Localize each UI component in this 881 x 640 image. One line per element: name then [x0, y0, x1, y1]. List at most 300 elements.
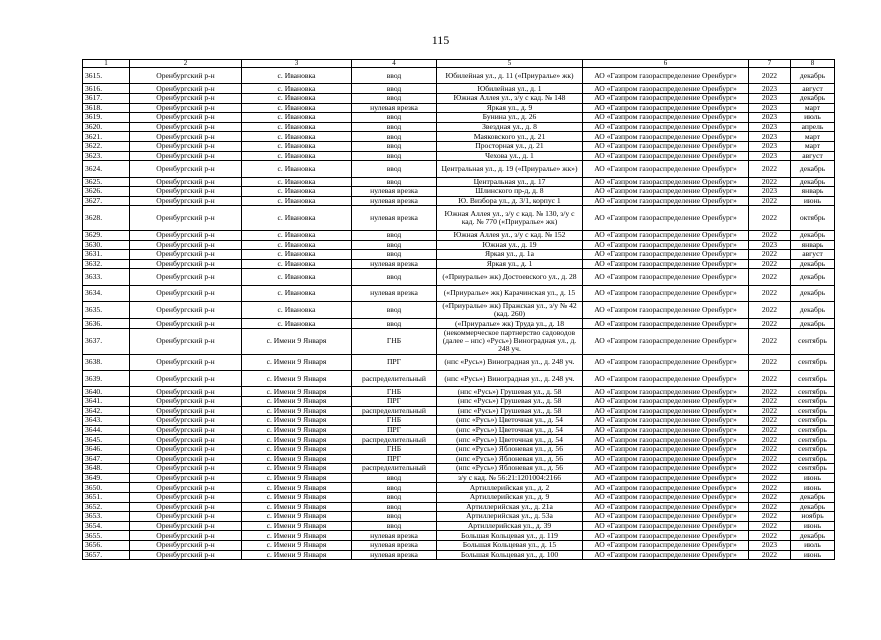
cell-address: Южная Аллея ул., з/у с кад. № 130, з/у с кад. № 770 («Приуралье» жк): [437, 206, 583, 231]
cell-organization: АО «Газпром газораспределение Оренбург»: [583, 230, 749, 240]
cell-settlement: с. Имени 9 Января: [242, 464, 352, 474]
cell-district: Оренбургский р-н: [130, 371, 242, 387]
cell-month: декабрь: [791, 492, 835, 502]
table-row: [83, 550, 835, 560]
cell-year: 2022: [749, 464, 791, 474]
cell-work-type: ввод: [352, 113, 437, 123]
cell-organization: АО «Газпром газораспределение Оренбург»: [583, 540, 749, 550]
cell-work-type: ввод: [352, 151, 437, 161]
cell-year: 2022: [749, 425, 791, 435]
cell-work-type: ввод: [352, 250, 437, 260]
cell-settlement: с. Имени 9 Января: [242, 406, 352, 416]
cell-row-number: 3620.: [83, 122, 130, 132]
cell-month: апрель: [791, 122, 835, 132]
cell-address: Чехова ул., д. 1: [437, 151, 583, 161]
cell-address: Центральная ул., д. 19 («Приуралье» жк»): [437, 161, 583, 177]
table-body: [83, 68, 835, 560]
cell-row-number: 3630.: [83, 240, 130, 250]
cell-row-number: 3642.: [83, 406, 130, 416]
cell-organization: АО «Газпром газораспределение Оренбург»: [583, 196, 749, 206]
cell-row-number: 3624.: [83, 161, 130, 177]
cell-work-type: нулевая врезка: [352, 550, 437, 560]
cell-row-number: 3638.: [83, 354, 130, 370]
cell-year: 2023: [749, 240, 791, 250]
cell-address: з/у с кад. № 56:21:1201004:2166: [437, 473, 583, 483]
cell-month: сентябрь: [791, 454, 835, 464]
cell-district: Оренбургский р-н: [130, 454, 242, 464]
cell-work-type: нулевая врезка: [352, 103, 437, 113]
cell-address: (нпс «Русь») Яблоневая ул., д. 56: [437, 464, 583, 474]
cell-organization: АО «Газпром газораспределение Оренбург»: [583, 206, 749, 231]
cell-row-number: 3653.: [83, 512, 130, 522]
cell-organization: АО «Газпром газораспределение Оренбург»: [583, 259, 749, 269]
cell-district: Оренбургский р-н: [130, 84, 242, 94]
cell-settlement: с. Ивановка: [242, 259, 352, 269]
cell-month: июнь: [791, 521, 835, 531]
table-row: [83, 492, 835, 502]
cell-organization: АО «Газпром газораспределение Оренбург»: [583, 531, 749, 541]
cell-year: 2023: [749, 93, 791, 103]
cell-month: сентябрь: [791, 329, 835, 355]
cell-year: 2023: [749, 84, 791, 94]
table-row: [83, 302, 835, 319]
cell-district: Оренбургский р-н: [130, 540, 242, 550]
cell-address: Артиллерийская ул., д. 39: [437, 521, 583, 531]
cell-settlement: с. Ивановка: [242, 285, 352, 301]
cell-month: июнь: [791, 550, 835, 560]
cell-work-type: ввод: [352, 492, 437, 502]
cell-row-number: 3649.: [83, 473, 130, 483]
cell-row-number: 3618.: [83, 103, 130, 113]
cell-district: Оренбургский р-н: [130, 302, 242, 319]
table-row: [83, 387, 835, 397]
cell-address: («Приуралье» жк) Пражская ул., з/у № 42 (кад. 260): [437, 302, 583, 319]
cell-year: 2022: [749, 512, 791, 522]
cell-district: Оренбургский р-н: [130, 259, 242, 269]
cell-month: декабрь: [791, 285, 835, 301]
cell-year: 2022: [749, 354, 791, 370]
cell-year: 2022: [749, 259, 791, 269]
cell-month: декабрь: [791, 93, 835, 103]
column-header-7: 7: [749, 60, 791, 68]
column-header-5: 5: [437, 60, 583, 68]
cell-address: (нпс «Русь») Яблоневая ул., д. 56: [437, 454, 583, 464]
cell-address: Большая Кольцевая ул., д. 100: [437, 550, 583, 560]
cell-address: (нпс «Русь») Виноградная ул., д. 248 уч.: [437, 354, 583, 370]
cell-year: 2023: [749, 540, 791, 550]
cell-row-number: 3617.: [83, 93, 130, 103]
cell-district: Оренбургский р-н: [130, 521, 242, 531]
table-row: [83, 531, 835, 541]
cell-row-number: 3646.: [83, 445, 130, 455]
cell-district: Оренбургский р-н: [130, 103, 242, 113]
cell-year: 2023: [749, 151, 791, 161]
table-row: [83, 371, 835, 387]
cell-month: декабрь: [791, 502, 835, 512]
table-row: [83, 206, 835, 231]
cell-row-number: 3621.: [83, 132, 130, 142]
cell-row-number: 3647.: [83, 454, 130, 464]
cell-address: («Приуралье» жк) Достоевского ул., д. 28: [437, 269, 583, 285]
cell-work-type: ввод: [352, 122, 437, 132]
cell-month: сентябрь: [791, 435, 835, 445]
cell-year: 2022: [749, 196, 791, 206]
cell-year: 2022: [749, 206, 791, 231]
cell-settlement: с. Имени 9 Января: [242, 502, 352, 512]
cell-settlement: с. Ивановка: [242, 122, 352, 132]
cell-district: Оренбургский р-н: [130, 196, 242, 206]
cell-settlement: с. Ивановка: [242, 93, 352, 103]
cell-address: («Приуралье» жк) Карачинская ул., д. 15: [437, 285, 583, 301]
cell-address: Яркая ул., д. 1а: [437, 250, 583, 260]
cell-work-type: нулевая врезка: [352, 285, 437, 301]
cell-settlement: с. Ивановка: [242, 84, 352, 94]
cell-district: Оренбургский р-н: [130, 354, 242, 370]
cell-work-type: нулевая врезка: [352, 196, 437, 206]
cell-row-number: 3648.: [83, 464, 130, 474]
table-row: [83, 103, 835, 113]
table-row: [83, 406, 835, 416]
cell-organization: АО «Газпром газораспределение Оренбург»: [583, 425, 749, 435]
table-row: [83, 483, 835, 493]
table-row: [83, 269, 835, 285]
cell-district: Оренбургский р-н: [130, 113, 242, 123]
cell-organization: АО «Газпром газораспределение Оренбург»: [583, 250, 749, 260]
cell-district: Оренбургский р-н: [130, 93, 242, 103]
cell-work-type: нулевая врезка: [352, 259, 437, 269]
cell-year: 2022: [749, 230, 791, 240]
cell-settlement: с. Имени 9 Января: [242, 473, 352, 483]
cell-work-type: ГНБ: [352, 387, 437, 397]
cell-year: 2022: [749, 435, 791, 445]
cell-work-type: нулевая врезка: [352, 531, 437, 541]
cell-address: Артиллерийская ул., д. 21а: [437, 502, 583, 512]
cell-district: Оренбургский р-н: [130, 187, 242, 197]
table-row: [83, 93, 835, 103]
cell-year: 2022: [749, 502, 791, 512]
cell-organization: АО «Газпром газораспределение Оренбург»: [583, 354, 749, 370]
cell-settlement: с. Ивановка: [242, 103, 352, 113]
cell-row-number: 3635.: [83, 302, 130, 319]
cell-month: декабрь: [791, 319, 835, 329]
cell-organization: АО «Газпром газораспределение Оренбург»: [583, 406, 749, 416]
table-row: [83, 354, 835, 370]
cell-work-type: распределительный: [352, 435, 437, 445]
cell-month: июнь: [791, 196, 835, 206]
cell-row-number: 3633.: [83, 269, 130, 285]
cell-district: Оренбургский р-н: [130, 512, 242, 522]
cell-row-number: 3645.: [83, 435, 130, 445]
cell-row-number: 3625.: [83, 177, 130, 187]
cell-month: март: [791, 132, 835, 142]
cell-address: Большая Кольцевая ул., д. 119: [437, 531, 583, 541]
table-row: [83, 113, 835, 123]
cell-settlement: с. Ивановка: [242, 68, 352, 84]
cell-year: 2022: [749, 285, 791, 301]
cell-address: (нпс «Русь») Грушевая ул., д. 58: [437, 387, 583, 397]
cell-year: 2022: [749, 416, 791, 426]
cell-row-number: 3639.: [83, 371, 130, 387]
cell-district: Оренбургский р-н: [130, 230, 242, 240]
cell-settlement: с. Ивановка: [242, 161, 352, 177]
cell-settlement: с. Ивановка: [242, 250, 352, 260]
table-row: [83, 285, 835, 301]
cell-settlement: с. Имени 9 Января: [242, 425, 352, 435]
cell-year: 2022: [749, 454, 791, 464]
cell-address: (нпс «Русь») Грушевая ул., д. 58: [437, 406, 583, 416]
cell-year: 2022: [749, 269, 791, 285]
cell-address: Маяковского ул., д. 21: [437, 132, 583, 142]
cell-organization: АО «Газпром газораспределение Оренбург»: [583, 464, 749, 474]
gas-objects-table: [82, 59, 835, 560]
cell-district: Оренбургский р-н: [130, 550, 242, 560]
table-row: [83, 177, 835, 187]
table-row: [83, 259, 835, 269]
cell-organization: АО «Газпром газораспределение Оренбург»: [583, 445, 749, 455]
cell-address: (нпс «Русь») Грушевая ул., д. 58: [437, 397, 583, 407]
cell-address: (некоммерческое партнерство садоводов (далее – нпс) «Русь») Виноградная ул., д. 248 уч.: [437, 329, 583, 355]
cell-work-type: ГНБ: [352, 329, 437, 355]
cell-organization: АО «Газпром газораспределение Оренбург»: [583, 161, 749, 177]
cell-district: Оренбургский р-н: [130, 240, 242, 250]
cell-address: Яркая ул., д. 1: [437, 259, 583, 269]
cell-month: декабрь: [791, 177, 835, 187]
cell-year: 2023: [749, 122, 791, 132]
cell-year: 2022: [749, 473, 791, 483]
cell-organization: АО «Газпром газораспределение Оренбург»: [583, 93, 749, 103]
table-header-row: [83, 60, 835, 68]
cell-work-type: ПРГ: [352, 397, 437, 407]
cell-year: 2023: [749, 187, 791, 197]
cell-district: Оренбургский р-н: [130, 425, 242, 435]
cell-work-type: нулевая врезка: [352, 206, 437, 231]
cell-settlement: с. Имени 9 Января: [242, 531, 352, 541]
cell-organization: АО «Газпром газораспределение Оренбург»: [583, 103, 749, 113]
cell-settlement: с. Имени 9 Января: [242, 435, 352, 445]
cell-row-number: 3654.: [83, 521, 130, 531]
cell-work-type: ввод: [352, 302, 437, 319]
cell-settlement: с. Ивановка: [242, 141, 352, 151]
cell-year: 2022: [749, 521, 791, 531]
cell-address: Юбилейная ул., д. 1: [437, 84, 583, 94]
cell-organization: АО «Газпром газораспределение Оренбург»: [583, 177, 749, 187]
table-row: [83, 512, 835, 522]
cell-month: июль: [791, 540, 835, 550]
cell-district: Оренбургский р-н: [130, 141, 242, 151]
cell-district: Оренбургский р-н: [130, 397, 242, 407]
cell-address: Южная Аллея ул., з/у с кад. № 148: [437, 93, 583, 103]
cell-row-number: 3628.: [83, 206, 130, 231]
cell-district: Оренбургский р-н: [130, 473, 242, 483]
cell-work-type: распределительный: [352, 464, 437, 474]
cell-address: Южная ул., д. 19: [437, 240, 583, 250]
cell-row-number: 3622.: [83, 141, 130, 151]
cell-settlement: с. Имени 9 Января: [242, 387, 352, 397]
table-row: [83, 397, 835, 407]
table-row: [83, 521, 835, 531]
cell-organization: АО «Газпром газораспределение Оренбург»: [583, 454, 749, 464]
cell-district: Оренбургский р-н: [130, 531, 242, 541]
cell-organization: АО «Газпром газораспределение Оренбург»: [583, 329, 749, 355]
cell-year: 2022: [749, 329, 791, 355]
cell-organization: АО «Газпром газораспределение Оренбург»: [583, 269, 749, 285]
table-row: [83, 141, 835, 151]
cell-district: Оренбургский р-н: [130, 445, 242, 455]
cell-district: Оренбургский р-н: [130, 502, 242, 512]
cell-work-type: ввод: [352, 84, 437, 94]
cell-month: декабрь: [791, 230, 835, 240]
column-header-8: 8: [791, 60, 835, 68]
cell-address: (нпс «Русь») Яблоневая ул., д. 56: [437, 445, 583, 455]
table-row: [83, 196, 835, 206]
cell-row-number: 3615.: [83, 68, 130, 84]
cell-month: август: [791, 250, 835, 260]
cell-organization: АО «Газпром газораспределение Оренбург»: [583, 502, 749, 512]
cell-settlement: с. Ивановка: [242, 196, 352, 206]
cell-year: 2023: [749, 141, 791, 151]
cell-organization: АО «Газпром газораспределение Оренбург»: [583, 302, 749, 319]
table-row: [83, 132, 835, 142]
cell-row-number: 3632.: [83, 259, 130, 269]
cell-address: Просторная ул., д. 21: [437, 141, 583, 151]
page-number: 115: [431, 33, 450, 47]
cell-organization: АО «Газпром газораспределение Оренбург»: [583, 151, 749, 161]
cell-row-number: 3650.: [83, 483, 130, 493]
cell-district: Оренбургский р-н: [130, 329, 242, 355]
cell-work-type: ввод: [352, 473, 437, 483]
cell-settlement: с. Ивановка: [242, 151, 352, 161]
cell-year: 2022: [749, 387, 791, 397]
cell-address: (нпс «Русь») Цветочная ул., д. 54: [437, 435, 583, 445]
cell-work-type: ГНБ: [352, 445, 437, 455]
cell-year: 2022: [749, 177, 791, 187]
cell-address: Яркая ул., д. 9: [437, 103, 583, 113]
cell-settlement: с. Ивановка: [242, 187, 352, 197]
cell-year: 2022: [749, 406, 791, 416]
table-row: [83, 416, 835, 426]
cell-district: Оренбургский р-н: [130, 319, 242, 329]
cell-row-number: 3616.: [83, 84, 130, 94]
cell-row-number: 3626.: [83, 187, 130, 197]
cell-district: Оренбургский р-н: [130, 161, 242, 177]
cell-settlement: с. Имени 9 Января: [242, 512, 352, 522]
cell-month: июль: [791, 113, 835, 123]
cell-year: 2022: [749, 371, 791, 387]
cell-organization: АО «Газпром газораспределение Оренбург»: [583, 68, 749, 84]
cell-work-type: ввод: [352, 132, 437, 142]
cell-organization: АО «Газпром газораспределение Оренбург»: [583, 113, 749, 123]
cell-year: 2022: [749, 492, 791, 502]
cell-district: Оренбургский р-н: [130, 206, 242, 231]
cell-address: Шлинского пр-д, д. 8: [437, 187, 583, 197]
cell-row-number: 3657.: [83, 550, 130, 560]
cell-month: январь: [791, 187, 835, 197]
cell-settlement: с. Имени 9 Января: [242, 416, 352, 426]
cell-row-number: 3651.: [83, 492, 130, 502]
cell-row-number: 3634.: [83, 285, 130, 301]
cell-work-type: ввод: [352, 230, 437, 240]
cell-month: август: [791, 84, 835, 94]
cell-address: Юбилейная ул., д. 11 («Приуралье» жк): [437, 68, 583, 84]
cell-work-type: распределительный: [352, 406, 437, 416]
cell-settlement: с. Ивановка: [242, 132, 352, 142]
cell-organization: АО «Газпром газораспределение Оренбург»: [583, 416, 749, 426]
cell-settlement: с. Имени 9 Января: [242, 329, 352, 355]
cell-month: декабрь: [791, 269, 835, 285]
table-row: [83, 250, 835, 260]
cell-organization: АО «Газпром газораспределение Оренбург»: [583, 319, 749, 329]
cell-organization: АО «Газпром газораспределение Оренбург»: [583, 521, 749, 531]
column-header-2: 2: [130, 60, 242, 68]
cell-month: декабрь: [791, 531, 835, 541]
cell-district: Оренбургский р-н: [130, 177, 242, 187]
cell-district: Оренбургский р-н: [130, 416, 242, 426]
cell-settlement: с. Ивановка: [242, 206, 352, 231]
cell-work-type: ввод: [352, 161, 437, 177]
cell-work-type: ПРГ: [352, 425, 437, 435]
cell-settlement: с. Имени 9 Января: [242, 454, 352, 464]
cell-work-type: ввод: [352, 502, 437, 512]
cell-organization: АО «Газпром газораспределение Оренбург»: [583, 141, 749, 151]
cell-work-type: ввод: [352, 512, 437, 522]
table-row: [83, 230, 835, 240]
cell-year: 2022: [749, 550, 791, 560]
table-row: [83, 445, 835, 455]
cell-row-number: 3640.: [83, 387, 130, 397]
cell-work-type: ПРГ: [352, 454, 437, 464]
cell-organization: АО «Газпром газораспределение Оренбург»: [583, 132, 749, 142]
cell-month: март: [791, 103, 835, 113]
cell-row-number: 3619.: [83, 113, 130, 123]
cell-settlement: с. Ивановка: [242, 240, 352, 250]
cell-month: август: [791, 151, 835, 161]
cell-month: сентябрь: [791, 371, 835, 387]
cell-organization: АО «Газпром газораспределение Оренбург»: [583, 435, 749, 445]
cell-district: Оренбургский р-н: [130, 464, 242, 474]
cell-year: 2022: [749, 302, 791, 319]
cell-address: Артиллерийская ул., д. 2: [437, 483, 583, 493]
cell-settlement: с. Ивановка: [242, 113, 352, 123]
cell-row-number: 3631.: [83, 250, 130, 260]
cell-settlement: с. Имени 9 Января: [242, 354, 352, 370]
cell-month: сентябрь: [791, 425, 835, 435]
cell-work-type: ПРГ: [352, 354, 437, 370]
cell-year: 2022: [749, 68, 791, 84]
cell-district: Оренбургский р-н: [130, 132, 242, 142]
cell-month: октябрь: [791, 206, 835, 231]
cell-month: сентябрь: [791, 387, 835, 397]
cell-district: Оренбургский р-н: [130, 122, 242, 132]
cell-district: Оренбургский р-н: [130, 387, 242, 397]
cell-organization: АО «Газпром газораспределение Оренбург»: [583, 122, 749, 132]
cell-address: Южная Аллея ул., з/у с кад. № 152: [437, 230, 583, 240]
cell-settlement: с. Имени 9 Января: [242, 550, 352, 560]
cell-settlement: с. Имени 9 Января: [242, 397, 352, 407]
cell-district: Оренбургский р-н: [130, 269, 242, 285]
cell-month: сентябрь: [791, 464, 835, 474]
table-row: [83, 329, 835, 355]
cell-settlement: с. Ивановка: [242, 230, 352, 240]
cell-year: 2022: [749, 531, 791, 541]
cell-year: 2023: [749, 103, 791, 113]
cell-month: декабрь: [791, 68, 835, 84]
cell-district: Оренбургский р-н: [130, 151, 242, 161]
cell-month: сентябрь: [791, 397, 835, 407]
cell-row-number: 3652.: [83, 502, 130, 512]
cell-month: сентябрь: [791, 354, 835, 370]
table-row: [83, 473, 835, 483]
cell-settlement: с. Ивановка: [242, 319, 352, 329]
